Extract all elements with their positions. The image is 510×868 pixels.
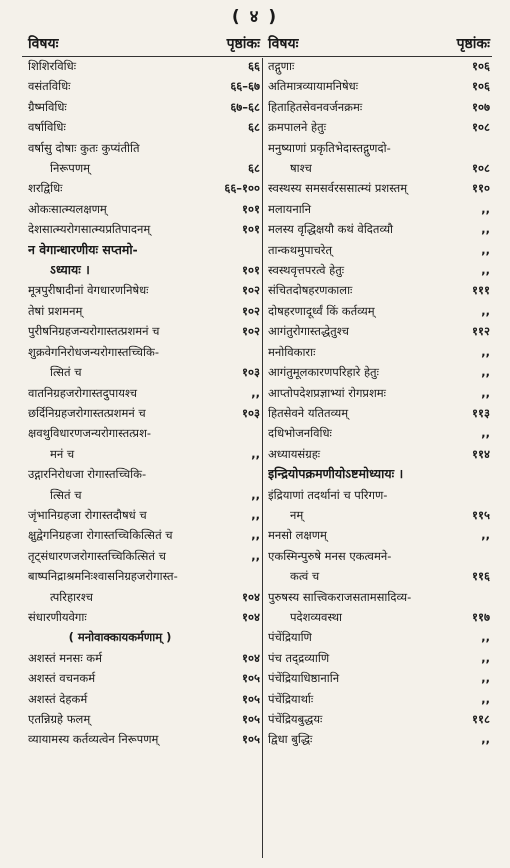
toc-entry [268,587,490,607]
toc-entry [268,178,490,198]
toc-entry-title: पंचेंद्रियाधिष्ठानानि [268,671,340,686]
right-toc-list [268,56,490,750]
toc-entry-title: पदेशव्यवस्था [290,609,343,624]
toc-entry-page: १०५ [242,671,260,686]
toc-entry-page: ,, [481,732,490,747]
toc-entry-page: ,, [251,446,260,461]
toc-entry [28,76,260,96]
toc-entry-page: ,, [481,630,490,645]
toc-entry-page: १०२ [242,283,260,298]
toc-entry [268,525,490,545]
toc-entry [28,362,260,382]
subject-heading: विषयः [28,35,59,52]
chapter-heading [28,260,260,280]
toc-entry [268,729,490,749]
toc-entry-title: तृट्संधारणजरोगास्तच्चिकित्सितं च [28,548,166,563]
toc-entry-title: वातनिग्रहजरोगास्तदुपायश्च [28,385,138,400]
toc-entry-title: अध्यायसंग्रहः [268,446,321,461]
toc-entry-page: १०६ [472,59,490,73]
column-divider [262,58,263,858]
chapter-heading [28,240,260,260]
toc-entry-title: वर्षासु दोषाः कुतः कुप्यंतीति [28,140,140,155]
right-column [268,28,490,862]
toc-entry-page: १०४ [242,589,260,604]
toc-entry-title: तेषां प्रशमनम् [28,303,83,318]
toc-entry [28,117,260,137]
toc-entry-page: १०५ [242,732,260,747]
toc-entry-title: न वेगान्धारणीयः सप्तमो- [28,241,138,257]
toc-entry-page: ,, [481,528,490,543]
toc-entry-page: ,, [481,344,490,359]
toc-entry [268,668,490,688]
toc-entry-page: ,, [481,426,490,441]
toc-entry [28,423,260,443]
toc-entry-page: ११८ [472,712,490,726]
toc-entry-title: अतिमात्रव्यायामनिषेधः [268,79,359,94]
toc-entry-title: शिशिरविधिः [28,59,77,73]
toc-entry-page: ,, [251,548,260,563]
toc-entry [28,97,260,117]
toc-entry-title: संचितदोषहरणकालाः [268,283,353,298]
toc-entry-title: ओकःसात्म्यलक्षणम् [28,201,107,216]
toc-entry-title: अशस्तं मनसः कर्म [28,650,103,665]
chapter-heading [268,464,490,484]
toc-entry-page: ६७–६८ [230,99,260,114]
toc-entry [268,199,490,219]
toc-entry-page: ६८ [248,120,260,135]
toc-entry-page: १११ [472,283,490,298]
toc-entry [268,689,490,709]
toc-entry-title: इन्द्रियोपक्रमणीयोऽष्टमोध्यायः । [268,466,404,482]
toc-entry-title: इंद्रियाणां तदर्थानां च परिगण- [268,487,388,502]
toc-entry [268,280,490,300]
toc-entry-page: ११३ [472,405,490,420]
toc-entry [268,566,490,586]
toc-entry-page: १०४ [242,609,260,624]
left-header [28,28,260,56]
page-number: ( ४ ) [231,7,279,27]
left-toc-list [28,56,260,750]
toc-entry-title: शुक्रवेगनिरोधजन्यरोगास्तच्चिकि- [28,344,159,359]
toc-entry-title: मनोविकाराः [268,344,316,359]
toc-entry-title: निरूपणम् [50,161,91,176]
toc-entry [28,587,260,607]
toc-entry-title: क्रमपालने हेतुः [268,120,327,135]
toc-entry-title: पंचेंद्रियार्थाः [268,691,314,706]
toc-entry [28,219,260,239]
toc-entry [268,383,490,403]
toc-entry-page: ११० [472,181,490,196]
toc-entry-title: षाश्च [290,161,312,176]
toc-entry-title: पंचेंद्रियबुद्धयः [268,712,323,726]
toc-entry-title: ऽध्यायः । [50,262,90,278]
toc-entry-page: १०४ [242,650,260,665]
toc-entry-page: १०१ [242,201,260,216]
toc-entry-page: १०७ [472,99,490,114]
toc-entry [268,260,490,280]
toc-entry-title: नम् [290,507,304,522]
toc-entry-title: छर्दिनिग्रहजरोगास्तत्प्रशमनं च [28,405,146,420]
toc-entry-page: १०६ [472,79,490,94]
toc-entry-title: हितसेवने यतितव्यम् [268,405,349,420]
toc-entry-title: एतन्निग्रहे फलम् [28,712,91,726]
toc-entry [28,464,260,484]
toc-entry-page: ११६ [472,569,490,584]
toc-entry-page: १०५ [242,691,260,706]
toc-entry-page: १०५ [242,712,260,726]
toc-entry [268,97,490,117]
toc-entry-page: १०८ [472,161,490,176]
toc-entry [268,342,490,362]
toc-entry-title: ग्रैष्मविधिः [28,99,67,114]
toc-entry [268,219,490,239]
toc-entry-page: ६६–१०० [224,181,260,196]
toc-entry [268,485,490,505]
toc-entry [28,566,260,586]
toc-entry-page: १०२ [242,303,260,318]
toc-entry-title: आप्तोपदेशप्रज्ञाभ्यां रोगप्रशमः [268,385,386,400]
toc-entry-title: मूत्रपुरीषादीनां वेगधारणनिषेधः [28,283,149,298]
toc-entry [268,56,490,76]
toc-entry [28,648,260,668]
toc-entry-page: ,, [481,671,490,686]
toc-entry-page: १०१ [242,263,260,278]
toc-entry [28,546,260,566]
toc-entry-title: स्वस्थस्य समसर्वरससात्म्यं प्रशस्तम् [268,181,408,196]
toc-entry-page: ,, [481,201,490,216]
page-heading: पृष्ठांकः [226,35,260,52]
toc-entry [268,117,490,137]
toc-entry [268,76,490,96]
toc-entry-title: त्सितं च [50,487,82,502]
toc-entry-page: ,, [251,528,260,543]
toc-entry-title: मनसो लक्षणम् [268,528,327,543]
toc-entry-title: शरद्विधिः [28,181,63,196]
toc-entry-title: कत्वं च [290,569,320,584]
toc-entry-title: बाष्पनिद्राश्रमनिःश्वासनिग्रहजरोगास्त- [28,569,178,584]
toc-entry-title: ( मनोवाक्कायकर्मणाम् ) [68,630,172,645]
toc-entry [28,525,260,545]
toc-entry-title: क्षुद्वेगनिग्रहजा रोगास्तच्चिकित्सितं च [28,528,173,543]
toc-entry [28,158,260,178]
toc-entry [268,362,490,382]
toc-entry [28,627,260,647]
toc-entry-title: मलायनानि [268,201,312,216]
toc-entry-page: १०३ [242,365,260,380]
toc-entry [28,607,260,627]
toc-entry-page: ६६ [248,59,260,73]
toc-entry-page: ,, [481,650,490,665]
toc-entry-title: दधिभोजनविधिः [268,426,332,441]
toc-entry-title: क्षवथुविधारणजन्यरोगास्तत्प्रश- [28,426,152,441]
toc-entry-title: पंच तद्द्रव्याणि [268,650,330,665]
toc-entry [28,505,260,525]
toc-entry [268,709,490,729]
toc-entry-page: ,, [251,385,260,400]
toc-entry-page: १०८ [472,120,490,135]
toc-entry-page: ,, [251,507,260,522]
toc-entry-title: त्सितं च [50,365,82,380]
toc-entry [268,607,490,627]
subject-heading: विषयः [268,35,299,52]
toc-entry [28,689,260,709]
toc-entry-title: अशस्तं वचनकर्म [28,671,96,686]
toc-entry-page: ,, [481,385,490,400]
toc-entry [268,444,490,464]
toc-entry-page: ,, [481,691,490,706]
toc-entry [268,627,490,647]
toc-entry-title: हिताहितसेवनवर्जनक्रमः [268,99,363,114]
toc-entry-page: ,, [481,365,490,380]
toc-entry-page: ,, [481,303,490,318]
toc-entry [268,321,490,341]
toc-entry [268,648,490,668]
toc-entry [28,280,260,300]
right-header [268,28,490,56]
left-column [28,28,260,862]
toc-entry-page: ११५ [472,507,490,522]
toc-entry-title: पुरुषस्य सात्त्विकराजसतामसादिव्य- [268,589,412,604]
page-heading: पृष्ठांकः [456,35,490,52]
toc-entry-page: ,, [481,242,490,257]
toc-entry [268,403,490,423]
toc-entry [28,444,260,464]
toc-entry-page: ११४ [472,446,490,461]
toc-entry [28,56,260,76]
toc-entry-title: मनुष्याणां प्रकृतिभेदास्तद्गुणदो- [268,140,391,155]
toc-entry-page: ,, [481,222,490,237]
toc-entry [268,423,490,443]
toc-entry [28,178,260,198]
toc-entry-title: मनं च [50,446,75,461]
toc-entry-title: आगंतुरोगास्तद्धेतुश्च [268,324,349,339]
toc-entry [28,383,260,403]
toc-entry-page: ११७ [472,609,490,624]
toc-entry-title: एकस्मिन्पुरुषे मनस एकत्वमने- [268,548,392,563]
toc-entry-title: संधारणीयवेगाः [28,609,87,624]
toc-entry-page: १०१ [242,222,260,237]
toc-entry [268,138,490,158]
toc-entry-page: ,, [481,263,490,278]
toc-entry-title: उद्गारनिरोधजा रोगास्तच्चिकि- [28,467,147,482]
toc-entry-title: देशसात्म्यरोगसात्म्यप्रतिपादनम् [28,222,151,237]
toc-entry [268,505,490,525]
toc-entry-title: आगंतुमूलकारणपरिहारे हेतुः [268,365,379,380]
toc-entry-title: जृंभानिग्रहजा रोगास्तदौषधं च [28,507,147,522]
toc-entry-page: १०३ [242,405,260,420]
toc-entry-title: वसंतविधिः [28,79,71,94]
toc-entry [268,301,490,321]
toc-entry-title: त्परिहारश्च [50,589,93,604]
toc-entry [28,301,260,321]
toc-entry-title: स्वस्थवृत्तपरत्वे हेतुः [268,263,345,278]
toc-entry [28,199,260,219]
toc-entry [28,403,260,423]
toc-entry [28,668,260,688]
toc-entry-title: तद्गुणाः [268,59,295,73]
toc-entry-title: तान्कथमुपाचरेत् [268,242,333,257]
toc-entry-title: वर्षाविधिः [28,120,66,135]
toc-entry-title: पंचेंद्रियाणि [268,630,312,645]
toc-entry-page: ,, [251,487,260,502]
toc-entry-title: अशस्तं देहकर्म [28,691,88,706]
toc-entry-page: ६८ [248,161,260,176]
toc-entry [268,546,490,566]
toc-entry-title: द्विधा बुद्धिः [268,732,313,747]
toc-entry-title: मलस्य वृद्धिक्षयौ कथं वेदितव्यौ [268,222,394,237]
toc-entry-page: ११२ [472,324,490,339]
toc-entry [28,321,260,341]
toc-entry-title: दोषहरणादूर्ध्वं किं कर्तव्यम् [268,303,375,318]
toc-entry [28,485,260,505]
toc-entry-title: पुरीषनिग्रहजन्यरोगास्तत्प्रशमनं च [28,324,160,339]
toc-entry-title: व्यायामस्य कर्तव्यत्वेन निरूपणम् [28,732,159,747]
toc-entry [268,240,490,260]
toc-entry [28,729,260,749]
toc-entry [28,342,260,362]
toc-entry [28,709,260,729]
toc-entry [28,138,260,158]
toc-entry-page: ६६–६७ [230,79,260,94]
toc-entry-page: १०२ [242,324,260,339]
toc-entry [268,158,490,178]
